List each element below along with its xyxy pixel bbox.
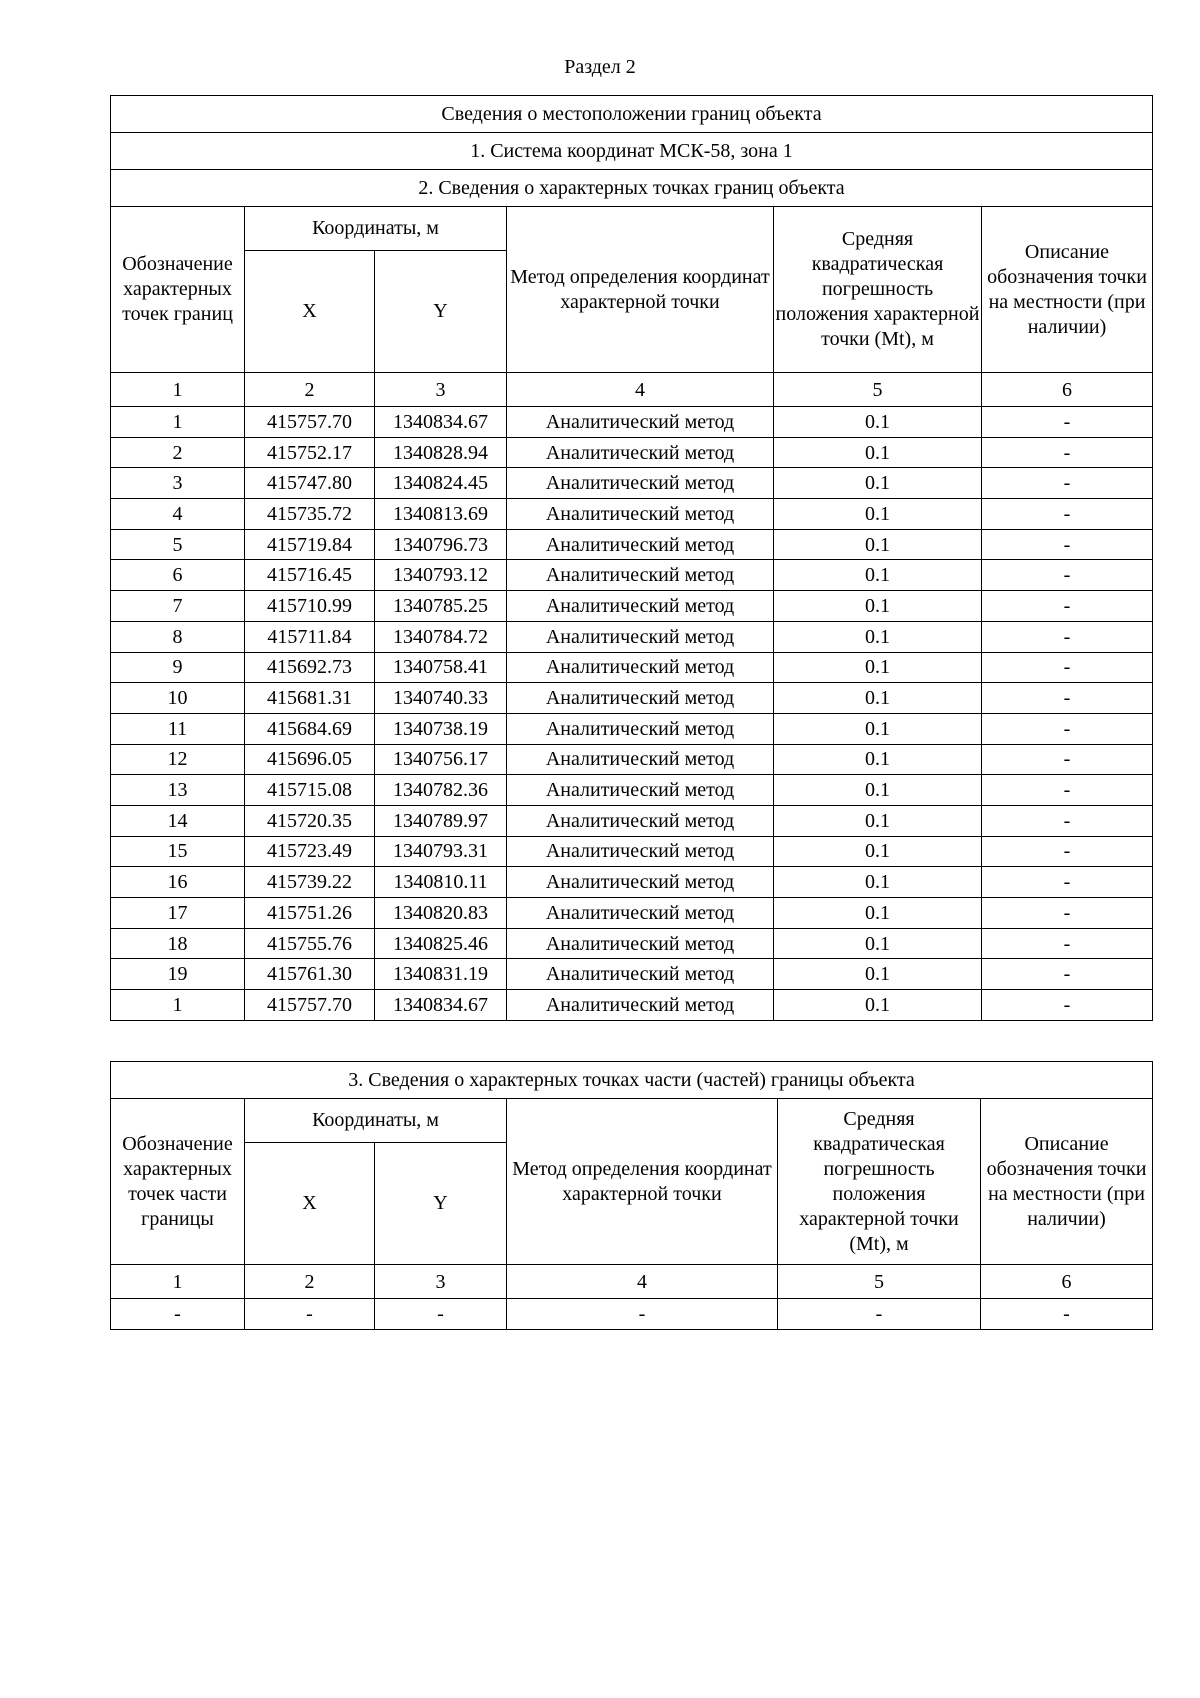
point-desc: - <box>982 407 1153 438</box>
point-method: Аналитический метод <box>507 437 774 468</box>
header-y: Y <box>375 251 507 373</box>
point-x: 415710.99 <box>245 591 375 622</box>
point-number: 17 <box>111 898 245 929</box>
point-method: Аналитический метод <box>507 898 774 929</box>
point-y: 1340740.33 <box>375 683 507 714</box>
point-mt: 0.1 <box>774 898 982 929</box>
point-x: 415752.17 <box>245 437 375 468</box>
point-method: Аналитический метод <box>507 560 774 591</box>
col-number: 1 <box>111 373 245 407</box>
point-y: 1340813.69 <box>375 499 507 530</box>
col-number: 4 <box>507 373 774 407</box>
table-row <box>111 805 1153 836</box>
point-x: 415755.76 <box>245 928 375 959</box>
point-y: 1340738.19 <box>375 713 507 744</box>
part-points-table <box>110 1061 1153 1330</box>
table-row <box>111 775 1153 806</box>
point-y: 1340758.41 <box>375 652 507 683</box>
point-y: 1340789.97 <box>375 805 507 836</box>
point-desc: - <box>982 529 1153 560</box>
col-number: 6 <box>981 1265 1153 1299</box>
point-desc: - <box>982 744 1153 775</box>
point-x: 415696.05 <box>245 744 375 775</box>
table-row <box>111 744 1153 775</box>
header-description: Описание обозначения точки на местности (при наличии) <box>982 207 1153 373</box>
point-x: 415761.30 <box>245 959 375 990</box>
point-x: 415719.84 <box>245 529 375 560</box>
point-number: 4 <box>111 499 245 530</box>
table-row <box>111 928 1153 959</box>
point-method: Аналитический метод <box>507 990 774 1021</box>
part-header-y: Y <box>375 1143 507 1265</box>
part-cell: - <box>507 1299 778 1330</box>
table-row <box>111 867 1153 898</box>
point-number: 10 <box>111 683 245 714</box>
point-x: 415751.26 <box>245 898 375 929</box>
point-method: Аналитический метод <box>507 529 774 560</box>
point-number: 7 <box>111 591 245 622</box>
col-number: 3 <box>375 373 507 407</box>
part-header-designation: Обозначение характерных точек части границы <box>111 1099 245 1265</box>
point-desc: - <box>982 805 1153 836</box>
point-mt: 0.1 <box>774 437 982 468</box>
point-mt: 0.1 <box>774 805 982 836</box>
col-number: 3 <box>375 1265 507 1299</box>
point-number: 12 <box>111 744 245 775</box>
point-method: Аналитический метод <box>507 591 774 622</box>
point-mt: 0.1 <box>774 621 982 652</box>
col-number: 2 <box>245 373 375 407</box>
part-cell: - <box>245 1299 375 1330</box>
point-desc: - <box>982 591 1153 622</box>
header-coords: Координаты, м <box>245 207 507 251</box>
point-mt: 0.1 <box>774 529 982 560</box>
point-method: Аналитический метод <box>507 621 774 652</box>
point-desc: - <box>982 775 1153 806</box>
point-x: 415716.45 <box>245 560 375 591</box>
point-number: 11 <box>111 713 245 744</box>
point-mt: 0.1 <box>774 468 982 499</box>
table-row <box>111 836 1153 867</box>
point-x: 415735.72 <box>245 499 375 530</box>
part-cell: - <box>375 1299 507 1330</box>
point-desc: - <box>982 898 1153 929</box>
header-error: Средняя квадратическая погрешность положения характерной точки (Mt), м <box>774 207 982 373</box>
point-desc: - <box>982 621 1153 652</box>
point-method: Аналитический метод <box>507 499 774 530</box>
point-mt: 0.1 <box>774 560 982 591</box>
point-mt: 0.1 <box>774 775 982 806</box>
col-number: 5 <box>778 1265 981 1299</box>
point-desc: - <box>982 713 1153 744</box>
point-method: Аналитический метод <box>507 468 774 499</box>
point-y: 1340796.73 <box>375 529 507 560</box>
point-x: 415715.08 <box>245 775 375 806</box>
point-number: 6 <box>111 560 245 591</box>
point-y: 1340810.11 <box>375 867 507 898</box>
point-method: Аналитический метод <box>507 867 774 898</box>
part-title: 3. Сведения о характерных точках части (частей) границы объекта <box>111 1062 1153 1099</box>
point-y: 1340782.36 <box>375 775 507 806</box>
point-method: Аналитический метод <box>507 683 774 714</box>
part-header-x: X <box>245 1143 375 1265</box>
main-title: Сведения о местоположении границ объекта <box>111 96 1153 133</box>
point-method: Аналитический метод <box>507 836 774 867</box>
point-mt: 0.1 <box>774 407 982 438</box>
point-y: 1340834.67 <box>375 407 507 438</box>
point-number: 5 <box>111 529 245 560</box>
point-method: Аналитический метод <box>507 775 774 806</box>
point-number: 19 <box>111 959 245 990</box>
point-y: 1340825.46 <box>375 928 507 959</box>
point-number: 3 <box>111 468 245 499</box>
point-y: 1340834.67 <box>375 990 507 1021</box>
table-row <box>111 407 1153 438</box>
part-header-error: Средняя квадратическая погрешность положения характерной точки (Mt), м <box>778 1099 981 1265</box>
point-method: Аналитический метод <box>507 928 774 959</box>
point-method: Аналитический метод <box>507 407 774 438</box>
point-x: 415684.69 <box>245 713 375 744</box>
point-mt: 0.1 <box>774 836 982 867</box>
point-x: 415757.70 <box>245 407 375 438</box>
point-number: 16 <box>111 867 245 898</box>
point-desc: - <box>982 836 1153 867</box>
point-mt: 0.1 <box>774 591 982 622</box>
table-row <box>111 560 1153 591</box>
table-row <box>111 898 1153 929</box>
header-method: Метод определения координат характерной точки <box>507 207 774 373</box>
part-header-coords: Координаты, м <box>245 1099 507 1143</box>
point-y: 1340785.25 <box>375 591 507 622</box>
point-mt: 0.1 <box>774 867 982 898</box>
col-number: 2 <box>245 1265 375 1299</box>
part-header-description: Описание обозначения точки на местности (при наличии) <box>981 1099 1153 1265</box>
point-desc: - <box>982 867 1153 898</box>
table-row <box>111 683 1153 714</box>
coord-system: 1. Система координат МСК-58, зона 1 <box>111 133 1153 170</box>
point-x: 415711.84 <box>245 621 375 652</box>
point-mt: 0.1 <box>774 499 982 530</box>
point-desc: - <box>982 928 1153 959</box>
col-number: 5 <box>774 373 982 407</box>
point-mt: 0.1 <box>774 713 982 744</box>
table-row <box>111 468 1153 499</box>
table-row <box>111 990 1153 1021</box>
point-x: 415757.70 <box>245 990 375 1021</box>
part-cell: - <box>981 1299 1153 1330</box>
point-desc: - <box>982 959 1153 990</box>
part-header-method: Метод определения координат характерной точки <box>507 1099 778 1265</box>
point-y: 1340828.94 <box>375 437 507 468</box>
table-row <box>111 713 1153 744</box>
point-y: 1340756.17 <box>375 744 507 775</box>
part-cell: - <box>111 1299 245 1330</box>
point-x: 415720.35 <box>245 805 375 836</box>
table-row <box>111 437 1153 468</box>
point-mt: 0.1 <box>774 683 982 714</box>
point-method: Аналитический метод <box>507 744 774 775</box>
point-method: Аналитический метод <box>507 652 774 683</box>
point-mt: 0.1 <box>774 652 982 683</box>
header-x: X <box>245 251 375 373</box>
point-y: 1340831.19 <box>375 959 507 990</box>
point-desc: - <box>982 683 1153 714</box>
table-row <box>111 621 1153 652</box>
point-x: 415747.80 <box>245 468 375 499</box>
boundary-points-table <box>110 95 1153 1021</box>
point-number: 18 <box>111 928 245 959</box>
point-desc: - <box>982 437 1153 468</box>
col-number: 1 <box>111 1265 245 1299</box>
point-desc: - <box>982 990 1153 1021</box>
part-cell: - <box>778 1299 981 1330</box>
point-number: 13 <box>111 775 245 806</box>
header-designation: Обозначение характерных точек границ <box>111 207 245 373</box>
table-row <box>111 591 1153 622</box>
point-y: 1340820.83 <box>375 898 507 929</box>
point-number: 9 <box>111 652 245 683</box>
point-desc: - <box>982 652 1153 683</box>
point-mt: 0.1 <box>774 959 982 990</box>
point-number: 1 <box>111 990 245 1021</box>
point-number: 14 <box>111 805 245 836</box>
point-number: 8 <box>111 621 245 652</box>
point-number: 2 <box>111 437 245 468</box>
point-number: 15 <box>111 836 245 867</box>
col-number: 6 <box>982 373 1153 407</box>
point-y: 1340793.12 <box>375 560 507 591</box>
point-desc: - <box>982 499 1153 530</box>
point-x: 415723.49 <box>245 836 375 867</box>
section-title: Раздел 2 <box>564 56 636 78</box>
col-number: 4 <box>507 1265 778 1299</box>
point-number: 1 <box>111 407 245 438</box>
table-row <box>111 499 1153 530</box>
points-title: 2. Сведения о характерных точках границ объекта <box>111 170 1153 207</box>
point-x: 415739.22 <box>245 867 375 898</box>
point-mt: 0.1 <box>774 744 982 775</box>
point-y: 1340784.72 <box>375 621 507 652</box>
point-mt: 0.1 <box>774 990 982 1021</box>
point-method: Аналитический метод <box>507 805 774 836</box>
point-x: 415681.31 <box>245 683 375 714</box>
point-method: Аналитический метод <box>507 959 774 990</box>
table-row <box>111 529 1153 560</box>
table-row <box>111 652 1153 683</box>
point-y: 1340793.31 <box>375 836 507 867</box>
point-desc: - <box>982 468 1153 499</box>
point-y: 1340824.45 <box>375 468 507 499</box>
point-desc: - <box>982 560 1153 591</box>
point-x: 415692.73 <box>245 652 375 683</box>
point-method: Аналитический метод <box>507 713 774 744</box>
point-mt: 0.1 <box>774 928 982 959</box>
table-row <box>111 959 1153 990</box>
